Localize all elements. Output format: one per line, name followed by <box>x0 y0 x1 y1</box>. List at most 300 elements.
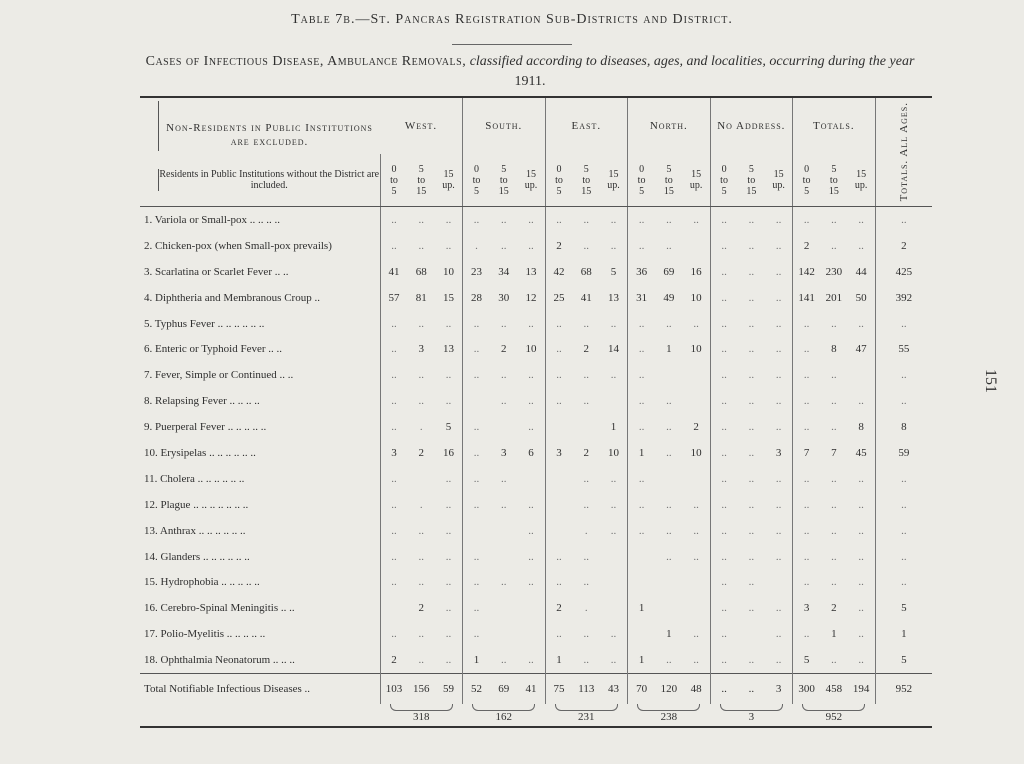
table-cell: 5 <box>445 421 452 434</box>
age-band-text: 15 <box>498 185 509 197</box>
table-cell <box>738 621 766 647</box>
disease-label: 14. Glanders .. .. .. .. .. .. <box>144 550 250 563</box>
table-cell: 3 <box>380 440 408 466</box>
table-cell: .. <box>793 569 821 595</box>
total-cell: 120 <box>655 674 683 705</box>
group-west: West. <box>380 97 463 154</box>
age-band-text: to <box>720 174 728 186</box>
table-cell: .. <box>858 239 864 252</box>
table-cell <box>490 414 518 440</box>
age-band-text: 0 <box>391 163 397 175</box>
table-cell: 23 <box>463 259 491 285</box>
table-cell: .. <box>545 336 573 362</box>
table-cell: .. <box>445 239 452 252</box>
table-row <box>140 388 932 414</box>
table-cell: 1 <box>628 647 656 673</box>
table-cell: .. <box>545 388 573 414</box>
table-cell <box>683 569 711 595</box>
sum-brace <box>637 704 700 711</box>
table-cell: .. <box>528 498 534 511</box>
table-cell: .. <box>628 492 656 518</box>
age-band-text: to <box>637 174 646 186</box>
table-cell: 3 <box>775 446 782 459</box>
group-sum-value: 318 <box>413 711 430 724</box>
table-cell: .. <box>775 524 782 537</box>
disease-label: 2. Chicken-pox (when Small-pox prevails) <box>144 239 332 252</box>
table-cell: .. <box>775 317 782 330</box>
table-cell: 3 <box>545 440 573 466</box>
table-cell: 2 <box>545 595 573 621</box>
table-cell: .. <box>380 518 408 544</box>
table-cell: .. <box>693 213 699 226</box>
table-cell: .. <box>528 576 534 589</box>
table-cell: .. <box>463 311 491 337</box>
table-cell: .. <box>545 621 573 647</box>
total-row <box>140 674 932 705</box>
total-cell: 3 <box>765 674 793 705</box>
age-band-text: 5 <box>391 185 397 197</box>
table-cell: .. <box>380 621 408 647</box>
table-cell: .. <box>710 311 738 337</box>
group-sum-value: 231 <box>578 711 595 724</box>
table-cell <box>408 466 436 492</box>
table-row <box>140 233 932 259</box>
table-cell: 44 <box>855 265 867 278</box>
table-cell: .. <box>710 518 738 544</box>
table-cell: .. <box>775 628 782 641</box>
total-cell: 113 <box>573 674 601 705</box>
table-row <box>140 518 932 544</box>
age-band-text: 5 <box>501 163 507 175</box>
disease-label: 13. Anthrax .. .. .. .. .. .. <box>144 524 246 537</box>
total-cell: .. <box>738 674 766 705</box>
table-cell: 14 <box>608 343 620 356</box>
table-cell: .. <box>501 213 507 226</box>
table-cell <box>463 518 491 544</box>
table-cell: 201 <box>825 291 843 304</box>
age-band-text: 5 <box>418 163 424 175</box>
total-cell: 59 <box>435 674 463 705</box>
table-cell: .. <box>858 498 864 511</box>
age-band-text: 5 <box>583 163 589 175</box>
table-cell: .. <box>583 576 590 589</box>
age-band-text: 5 <box>556 185 562 197</box>
table-cell: .. <box>875 362 932 388</box>
table-cell <box>683 362 711 388</box>
table-cell: .. <box>463 440 491 466</box>
total-cell: 52 <box>463 674 491 705</box>
table-cell: .. <box>748 369 755 382</box>
table-cell: .. <box>545 207 573 233</box>
table-cell <box>600 544 628 570</box>
disease-label: 6. Enteric or Typhoid Fever .. .. <box>144 343 283 356</box>
table-cell: .. <box>380 362 408 388</box>
age-band-text: to <box>582 174 591 186</box>
table-cell: .. <box>610 317 617 330</box>
table-cell <box>683 595 711 621</box>
table-cell: .. <box>583 239 590 252</box>
table-cell: .. <box>380 336 408 362</box>
table-cell: .. <box>793 336 821 362</box>
table-cell: .. <box>380 466 408 492</box>
table-cell: .. <box>831 472 837 485</box>
table-cell: .. <box>875 544 932 570</box>
table-cell: . <box>584 602 588 615</box>
table-cell: .. <box>610 524 617 537</box>
age-band-text: 15 <box>608 169 619 180</box>
table-cell: 10 <box>690 343 702 356</box>
table-cell <box>518 595 546 621</box>
age-band-text: 5 <box>721 185 727 197</box>
sum-spacer <box>140 704 380 727</box>
table-row <box>140 647 932 673</box>
age-band-text: 5 <box>748 163 754 175</box>
table-cell <box>848 362 876 388</box>
table-cell: .. <box>380 233 408 259</box>
table-cell: .. <box>445 576 452 589</box>
age-band-text: to <box>472 174 481 186</box>
table-cell: .. <box>775 498 782 511</box>
table-cell: .. <box>445 602 452 615</box>
table-cell: .. <box>831 239 837 252</box>
table-cell <box>463 388 491 414</box>
group-sum-value: 162 <box>495 711 513 724</box>
table-cell <box>655 569 683 595</box>
total-cell: 43 <box>600 674 628 705</box>
table-cell: .. <box>693 628 699 641</box>
table-cell: .. <box>793 466 821 492</box>
table-cell: .. <box>793 207 821 233</box>
table-cell: 7 <box>793 440 821 466</box>
table-cell: .. <box>775 291 782 304</box>
table-cell: .. <box>380 414 408 440</box>
table-cell: .. <box>528 421 534 434</box>
age-band-text: 5 <box>639 185 645 197</box>
age-band-text: 15 <box>828 185 839 197</box>
table-cell: 1 <box>666 343 672 356</box>
table-cell: .. <box>418 239 424 252</box>
total-cell: 103 <box>380 674 408 705</box>
disease-label: 10. Erysipelas .. .. .. .. .. .. <box>144 446 256 459</box>
group-sum-value: 3 <box>748 711 755 724</box>
disease-label: 12. Plague .. .. .. .. .. .. .. <box>144 498 249 511</box>
table-cell: .. <box>775 602 782 615</box>
table-cell: .. <box>610 628 617 641</box>
group-east: East. <box>545 97 628 154</box>
all-ages-label: Totals. All Ages. <box>897 102 910 202</box>
table-cell: 2 <box>793 233 821 259</box>
group-no-address: No Address. <box>710 97 793 154</box>
table-cell <box>545 518 573 544</box>
table-cell: .. <box>528 654 534 667</box>
table-cell: .. <box>775 654 782 667</box>
table-cell: .. <box>793 414 821 440</box>
table-cell: .. <box>545 311 573 337</box>
sum-brace <box>472 704 535 711</box>
table-cell: .. <box>858 395 864 408</box>
table-cell: .. <box>831 369 837 382</box>
table-cell: 16 <box>443 446 454 459</box>
age-band-text: 15 <box>443 169 454 180</box>
age-band-text: to <box>555 174 563 186</box>
table-cell: 13 <box>608 291 620 304</box>
group-sum <box>463 704 546 727</box>
total-cell: 75 <box>545 674 573 705</box>
table-cell: .. <box>545 362 573 388</box>
table-cell: 1 <box>628 595 656 621</box>
table-cell: .. <box>445 498 452 511</box>
table-row <box>140 544 932 570</box>
table-cell: .. <box>775 395 782 408</box>
table-cell: 8 <box>858 421 864 434</box>
table-cell: .. <box>501 654 507 667</box>
table-cell: .. <box>710 440 738 466</box>
table-cell: .. <box>831 213 837 226</box>
table-cell: .. <box>775 213 782 226</box>
table-cell: .. <box>858 317 864 330</box>
table-cell: .. <box>380 492 408 518</box>
table-cell: .. <box>793 362 821 388</box>
table-cell: 1 <box>463 647 491 673</box>
table-cell: .. <box>445 395 452 408</box>
table-cell: .. <box>710 544 738 570</box>
table-cell <box>600 595 628 621</box>
table-cell: .. <box>528 550 534 563</box>
table-cell <box>490 544 518 570</box>
table-cell: .. <box>710 362 738 388</box>
table-cell: .. <box>748 291 755 304</box>
table-cell: .. <box>710 621 738 647</box>
table-cell: 45 <box>855 446 867 459</box>
table-cell: .. <box>666 421 672 434</box>
table-cell: 2 <box>418 602 424 615</box>
table-cell: 3 <box>418 343 424 356</box>
age-band-text: to <box>390 174 398 186</box>
table-cell: .. <box>528 524 534 537</box>
table-cell: .. <box>628 207 656 233</box>
table-cell: .. <box>380 544 408 570</box>
table-cell: .. <box>628 466 656 492</box>
table-cell: .. <box>775 421 782 434</box>
total-cell: 952 <box>875 674 932 705</box>
table-cell: 57 <box>380 285 408 311</box>
table-cell: 230 <box>825 265 843 278</box>
table-cell: .. <box>748 654 755 667</box>
table-cell: 425 <box>875 259 932 285</box>
table-cell: 12 <box>525 291 537 304</box>
disease-label: 17. Polio-Myelitis .. .. .. .. .. <box>144 628 266 641</box>
age-band-text: to <box>747 174 756 186</box>
table-cell: .. <box>445 550 452 563</box>
table-cell: .. <box>693 317 699 330</box>
disease-label: 1. Variola or Small-pox .. .. .. .. <box>144 213 281 226</box>
table-cell: 5 <box>793 647 821 673</box>
table-cell <box>490 518 518 544</box>
table-cell: .. <box>380 207 408 233</box>
table-cell: .. <box>775 239 782 252</box>
table-cell: .. <box>775 265 782 278</box>
table-cell: .. <box>693 498 699 511</box>
table-cell: 392 <box>875 285 932 311</box>
table-cell: .. <box>748 576 755 589</box>
table-cell: .. <box>445 369 452 382</box>
table-cell: .. <box>418 524 424 537</box>
age-band-text: to <box>499 174 508 186</box>
table-cell: .. <box>528 395 534 408</box>
table-cell <box>573 414 601 440</box>
total-cell: 48 <box>683 674 711 705</box>
table-cell: .. <box>693 654 699 667</box>
age-band-header <box>628 154 656 207</box>
table-cell: .. <box>528 213 534 226</box>
table-cell: 42 <box>545 259 573 285</box>
table-cell: .. <box>628 518 656 544</box>
table-cell: .. <box>445 654 452 667</box>
table-cell: .. <box>748 602 755 615</box>
total-cell: 41 <box>518 674 546 705</box>
table-cell: .. <box>710 285 738 311</box>
age-band-text: to <box>664 174 673 186</box>
disease-label: 11. Cholera .. .. .. .. .. .. <box>144 472 245 485</box>
table-cell: .. <box>666 498 672 511</box>
table-cell: .. <box>445 472 452 485</box>
sum-brace <box>802 704 865 711</box>
table-cell: .. <box>875 388 932 414</box>
table-cell: 2 <box>583 343 590 356</box>
table-cell: .. <box>666 395 672 408</box>
group-totals: Totals. <box>793 97 876 154</box>
table-cell: .. <box>463 336 491 362</box>
age-band-text: 5 <box>474 185 479 197</box>
age-band-text: 5 <box>831 163 837 175</box>
table-cell: .. <box>501 576 507 589</box>
age-band-text: to <box>417 174 426 186</box>
table-cell: .. <box>528 317 534 330</box>
table-cell: .. <box>583 550 590 563</box>
table-title: Table 7b.—St. Pancras Registration Sub-Districts and District. <box>291 12 733 27</box>
table-cell: .. <box>418 317 424 330</box>
table-cell: 68 <box>580 265 592 278</box>
table-cell: .. <box>858 213 864 226</box>
age-band-text: 0 <box>804 163 810 175</box>
table-cell <box>545 414 573 440</box>
table-cell: .. <box>628 311 656 337</box>
table-cell: 16 <box>690 265 702 278</box>
age-band-text: to <box>829 174 838 186</box>
table-cell: .. <box>545 544 573 570</box>
age-band-text: to <box>802 174 811 186</box>
disease-label: 3. Scarlatina or Scarlet Fever .. .. <box>144 265 289 278</box>
total-cell: .. <box>710 674 738 705</box>
table-cell: 142 <box>793 259 821 285</box>
age-band-header <box>655 154 683 207</box>
table-row <box>140 414 932 440</box>
note-excluded: Non-Residents in Public Institutions are excluded. <box>158 101 380 151</box>
age-band-text: up. <box>689 180 703 191</box>
table-cell: .. <box>710 647 738 673</box>
table-cell: .. <box>445 317 452 330</box>
table-cell: .. <box>793 544 821 570</box>
age-band-text: 0 <box>721 163 727 175</box>
table-cell: 41 <box>580 291 592 304</box>
table-cell: .. <box>858 602 864 615</box>
table-cell: .. <box>748 343 755 356</box>
table-cell: .. <box>545 569 573 595</box>
table-cell: 28 <box>463 285 491 311</box>
table-cell: 49 <box>663 291 675 304</box>
table-cell: .. <box>528 369 534 382</box>
table-cell: .. <box>418 395 424 408</box>
table-cell <box>380 595 408 621</box>
infectious-disease-table <box>140 96 932 728</box>
table-cell: .. <box>583 628 590 641</box>
group-sum <box>793 704 876 727</box>
sum-brace <box>390 704 453 711</box>
table-cell: 1 <box>875 621 932 647</box>
note-included: Residents in Public Institutions without the District are included. <box>159 169 380 191</box>
age-band-header <box>435 154 463 207</box>
table-cell: .. <box>463 466 491 492</box>
table-cell: .. <box>748 550 755 563</box>
age-band-text: 15 <box>691 169 702 180</box>
group-sum-value: 238 <box>660 711 678 724</box>
table-cell: .. <box>666 239 672 252</box>
table-cell: 10 <box>608 446 620 459</box>
table-cell: 36 <box>628 259 656 285</box>
table-cell: 2 <box>545 233 573 259</box>
table-row <box>140 285 932 311</box>
table-cell: 6 <box>528 446 534 459</box>
table-cell <box>655 595 683 621</box>
table-cell <box>545 492 573 518</box>
sum-spacer <box>875 704 932 727</box>
table-cell: .. <box>501 369 507 382</box>
table-cell: 1 <box>628 440 656 466</box>
group-sum <box>710 704 793 727</box>
table-cell: .. <box>793 388 821 414</box>
table-cell: .. <box>610 654 617 667</box>
table-cell: .. <box>463 569 491 595</box>
table-cell: .. <box>463 414 491 440</box>
table-cell: .. <box>418 576 424 589</box>
table-cell: .. <box>501 498 507 511</box>
table-cell: 13 <box>525 265 537 278</box>
table-cell: .. <box>583 369 590 382</box>
table-cell: 8 <box>875 414 932 440</box>
table-cell: .. <box>666 213 672 226</box>
table-cell: .. <box>463 492 491 518</box>
group-sum-value: 952 <box>825 711 843 724</box>
table-cell: .. <box>463 595 491 621</box>
table-cell <box>683 466 711 492</box>
table-cell: 1 <box>831 628 837 641</box>
table-cell: 47 <box>855 343 867 356</box>
table-cell <box>490 621 518 647</box>
table-cell: .. <box>831 317 837 330</box>
table-cell: .. <box>666 550 672 563</box>
table-cell: .. <box>610 239 617 252</box>
group-sum <box>380 704 463 727</box>
group-sum-row <box>140 704 932 727</box>
table-cell: .. <box>583 213 590 226</box>
table-cell: .. <box>875 569 932 595</box>
disease-label: 16. Cerebro-Spinal Meningitis .. .. <box>144 602 295 615</box>
table-cell <box>518 621 546 647</box>
group-north: North. <box>628 97 711 154</box>
table-cell: .. <box>831 498 837 511</box>
age-band-text: up. <box>607 180 620 191</box>
disease-label: 15. Hydrophobia .. .. .. .. .. <box>144 576 260 589</box>
